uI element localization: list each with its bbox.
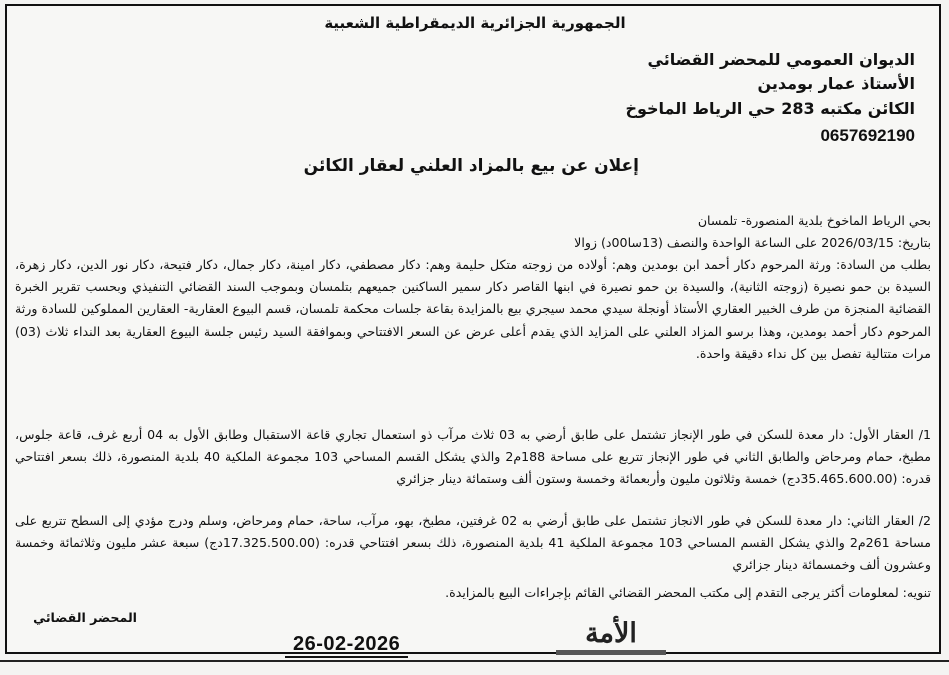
property-lot-1: 1/ العقار الأول: دار معدة للسكن في طور الإنجاز تشتمل على طابق أرضي به 03 ثلاث مرآب ذو استعمال تجاري قاعة الاستقبال وطابق الأول به 04 أربع غرف، قاعة جلوس، مطبخ، حمام ومرحاض والطابق الثاني في طور الإنجاز تتربع على مساحة 188م2 والذي يشكل القسم المساحي 103 مجموعة الملكية 40 بلدية المنصورة، ذلك بسعر افتتاحي قدره: (35.465.600.00دج) خمسة وثلاثون مليون وأربعمائة وخمسة وستون ألف وستمائة دينار جزائري bbox=[15, 427, 932, 487]
sale-date: بتاريخ: 2026/03/15 على الساعة الواحدة والنصف (13سا00د) زوالا bbox=[574, 235, 931, 250]
logo-tagline-bar bbox=[556, 650, 666, 655]
office-phone: 0657692190 bbox=[820, 126, 915, 145]
auction-notice bbox=[5, 4, 941, 654]
publication-date: 26-02-2026 bbox=[285, 633, 408, 658]
sale-location: بحي الرياط الماخوخ بلدية المنصورة- تلمسان bbox=[697, 213, 931, 228]
notice-title: إعلان عن بيع بالمزاد العلني لعقار الكائن bbox=[303, 156, 639, 176]
bailiff-signature: المحضر القضائي bbox=[33, 610, 137, 625]
info-footnote: تنويه: لمعلومات أكثر يرجى التقدم إلى مكتب المحضر القضائي القائم بإجراءات البيع بالمزايدة. bbox=[445, 585, 931, 600]
office-address: الكائن مكتبه 283 حي الرياط الماخوخ bbox=[625, 99, 915, 118]
newspaper-logo bbox=[552, 618, 670, 658]
bailiff-name: الأستاذ عمار بومدين bbox=[757, 74, 915, 93]
republic-heading: الجمهورية الجزائرية الديمقراطية الشعبية bbox=[324, 14, 626, 32]
newspaper-logo-text: الأمة bbox=[585, 618, 637, 649]
office-name: الديوان العمومي للمحضر القضائي bbox=[647, 50, 915, 69]
request-paragraph: بطلب من السادة: ورثة المرحوم دكار أحمد ابن بومدين وهم: أولاده من زوجته متكل حليمة وهم: دكار مصطفي، دكار امينة، دكار جمال، دكار فتيحة، دكار نور الدين، دكار زهرة، السيدة بن حمو نصيرة (زوجته الثانية)، والسيدة بن حمو نصيرة في ابنها القاصر دكار سمير الساكنين جميعهم بتلمسان وبموجب السند القضائي التنفيذي وبحسب تقرير الخبرة القضائية المنجزة من طرف الخبير العقاري الأستاذ أونجلة سيدي محمد سيجري بيع بالمزايدة بقاعة جلسات محكمة تلمسان، قسم البيوع العقارية- العقارين المملوكين للسادة ورثة المرحوم دكار أحمد بومدين، وهذا برسو المزاد العلني على المزايد الذي يقدم أعلى عرض عن السعر الافتتاحي وبموافقة السيد رئيس جلسة البيوع العقارية بعد النداء ثلاث (03) مرات متتالية تفصل بين كل نداء دقيقة واحدة. bbox=[15, 257, 931, 361]
bottom-divider bbox=[0, 660, 949, 662]
property-lot-2: 2/ العقار الثاني: دار معدة للسكن في طور الانجاز تشتمل على طابق أرضي به 02 غرفتين، مطبخ، بهو، مرآب، ساحة، حمام ومرحاض، وسلم ودرج مؤدي إلى السطح تتربع على مساحة 261م2 والذي يشكل القسم المساحي 103 مجموعة الملكية 41 بلدية المنصورة، ذلك بسعر افتتاحي قدره: (17.325.500.00دج) سبعة عشر مليون وثلاثمائة وخمسة وعشرون ألف وخمسمائة دينار جزائري bbox=[15, 513, 931, 573]
